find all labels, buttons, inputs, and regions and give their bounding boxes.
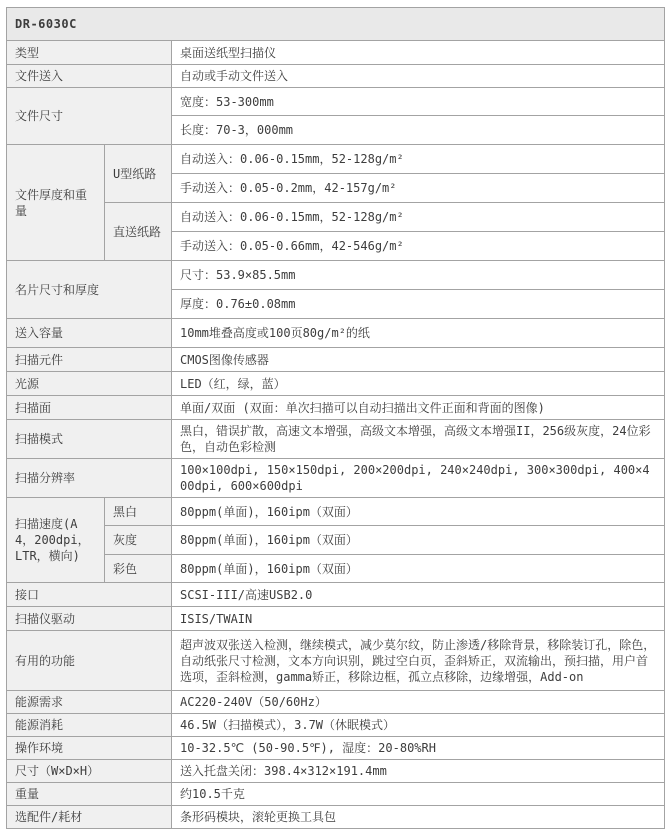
- spec-label-cell: 文件厚度和重量: [7, 145, 105, 261]
- spec-label-cell: 扫描分辨率: [7, 459, 172, 498]
- table-row: [7, 583, 665, 607]
- table-row: [7, 631, 665, 691]
- table-row: [7, 714, 665, 737]
- spec-label-cell: 接口: [7, 583, 172, 607]
- spec-value-cell: 长度：70-3，000mm: [172, 116, 665, 145]
- spec-value-cell: CMOS图像传感器: [172, 348, 665, 372]
- spec-value-cell: 约10.5千克: [172, 783, 665, 806]
- table-row: [7, 348, 665, 372]
- table-row: [7, 261, 665, 290]
- spec-value-cell: 10-32.5℃ (50-90.5℉), 湿度：20-80%RH: [172, 737, 665, 760]
- spec-value-cell: 80ppm(单面)，160ipm（双面）: [172, 498, 665, 526]
- spec-label-cell: 能源消耗: [7, 714, 172, 737]
- spec-label-cell: 类型: [7, 41, 172, 65]
- spec-label-cell: 光源: [7, 372, 172, 396]
- table-row: [7, 420, 665, 459]
- table-row: [7, 372, 665, 396]
- spec-value-cell: 送入托盘关闭：398.4×312×191.4mm: [172, 760, 665, 783]
- spec-sublabel-cell: 灰度: [105, 526, 172, 555]
- spec-label-cell: 有用的功能: [7, 631, 172, 691]
- spec-sublabel-cell: 黑白: [105, 498, 172, 526]
- spec-value-cell: 自动送入：0.06-0.15mm，52-128g/m²: [172, 203, 665, 232]
- spec-table: [6, 7, 665, 829]
- spec-value-cell: 桌面送纸型扫描仪: [172, 41, 665, 65]
- spec-label-cell: 重量: [7, 783, 172, 806]
- spec-label-cell: 扫描速度(A4，200dpi，LTR，横向): [7, 498, 105, 583]
- table-row: [7, 396, 665, 420]
- table-row: [7, 691, 665, 714]
- spec-sublabel-cell: 直送纸路: [105, 203, 172, 261]
- spec-value-cell: 厚度：0.76±0.08mm: [172, 290, 665, 319]
- spec-label-cell: 能源需求: [7, 691, 172, 714]
- spec-label-cell: 文件尺寸: [7, 88, 172, 145]
- spec-value-cell: 自动或手动文件送入: [172, 65, 665, 88]
- spec-value-cell: SCSI-III/高速USB2.0: [172, 583, 665, 607]
- model-header-cell: DR-6030C: [7, 8, 665, 41]
- spec-label-cell: 文件送入: [7, 65, 172, 88]
- table-row: [7, 555, 665, 583]
- spec-value-cell: 尺寸：53.9×85.5mm: [172, 261, 665, 290]
- spec-value-cell: 条形码模块，滚轮更换工具包: [172, 806, 665, 829]
- spec-value-cell: 超声波双张送入检测，继续模式，减少莫尔纹，防止渗透/移除背景，移除装订孔，除色，自动纸张尺寸检测，文本方向识别，跳过空白页，歪斜矫正，双流输出，预扫描，用户首选项，歪斜检测，gamma矫正，移除边框，孤立点移除，边缘增强，Add-on: [172, 631, 665, 691]
- table-row: [7, 806, 665, 829]
- spec-sublabel-cell: 彩色: [105, 555, 172, 583]
- table-row: [7, 459, 665, 498]
- spec-value-cell: 黑白，错误扩散，高速文本增强，高级文本增强，高级文本增强II，256级灰度，24位彩色，自动色彩检测: [172, 420, 665, 459]
- spec-sublabel-cell: U型纸路: [105, 145, 172, 203]
- table-row: [7, 498, 665, 526]
- spec-value-cell: 46.5W（扫描模式），3.7W（休眠模式）: [172, 714, 665, 737]
- table-row: [7, 203, 665, 232]
- spec-label-cell: 名片尺寸和厚度: [7, 261, 172, 319]
- spec-table-body: [7, 8, 665, 829]
- spec-value-cell: ISIS/TWAIN: [172, 607, 665, 631]
- spec-value-cell: 80ppm(单面)，160ipm（双面）: [172, 526, 665, 555]
- table-row: [7, 607, 665, 631]
- table-row: [7, 526, 665, 555]
- spec-label-cell: 扫描模式: [7, 420, 172, 459]
- spec-value-cell: LED（红，绿，蓝）: [172, 372, 665, 396]
- table-row: [7, 65, 665, 88]
- table-row: [7, 8, 665, 41]
- spec-value-cell: 10mm堆叠高度或100页80g/m²的纸: [172, 319, 665, 348]
- spec-value-cell: 手动送入：0.05-0.66mm，42-546g/m²: [172, 232, 665, 261]
- spec-label-cell: 送入容量: [7, 319, 172, 348]
- table-row: [7, 319, 665, 348]
- spec-label-cell: 操作环境: [7, 737, 172, 760]
- table-row: [7, 760, 665, 783]
- spec-label-cell: 扫描元件: [7, 348, 172, 372]
- spec-value-cell: 自动送入：0.06-0.15mm，52-128g/m²: [172, 145, 665, 174]
- spec-value-cell: 100×100dpi, 150×150dpi, 200×200dpi, 240×240dpi, 300×300dpi, 400×400dpi, 600×600dpi: [172, 459, 665, 498]
- spec-value-cell: 手动送入：0.05-0.2mm，42-157g/m²: [172, 174, 665, 203]
- spec-label-cell: 选配件/耗材: [7, 806, 172, 829]
- table-row: [7, 41, 665, 65]
- spec-value-cell: 宽度：53-300mm: [172, 88, 665, 116]
- table-row: [7, 737, 665, 760]
- spec-value-cell: AC220-240V（50/60Hz）: [172, 691, 665, 714]
- table-row: [7, 783, 665, 806]
- spec-value-cell: 单面/双面 (双面：单次扫描可以自动扫描出文件正面和背面的图像): [172, 396, 665, 420]
- spec-label-cell: 扫描仪驱动: [7, 607, 172, 631]
- spec-label-cell: 尺寸（W×D×H）: [7, 760, 172, 783]
- spec-value-cell: 80ppm(单面)，160ipm（双面）: [172, 555, 665, 583]
- spec-label-cell: 扫描面: [7, 396, 172, 420]
- table-row: [7, 145, 665, 174]
- table-row: [7, 88, 665, 116]
